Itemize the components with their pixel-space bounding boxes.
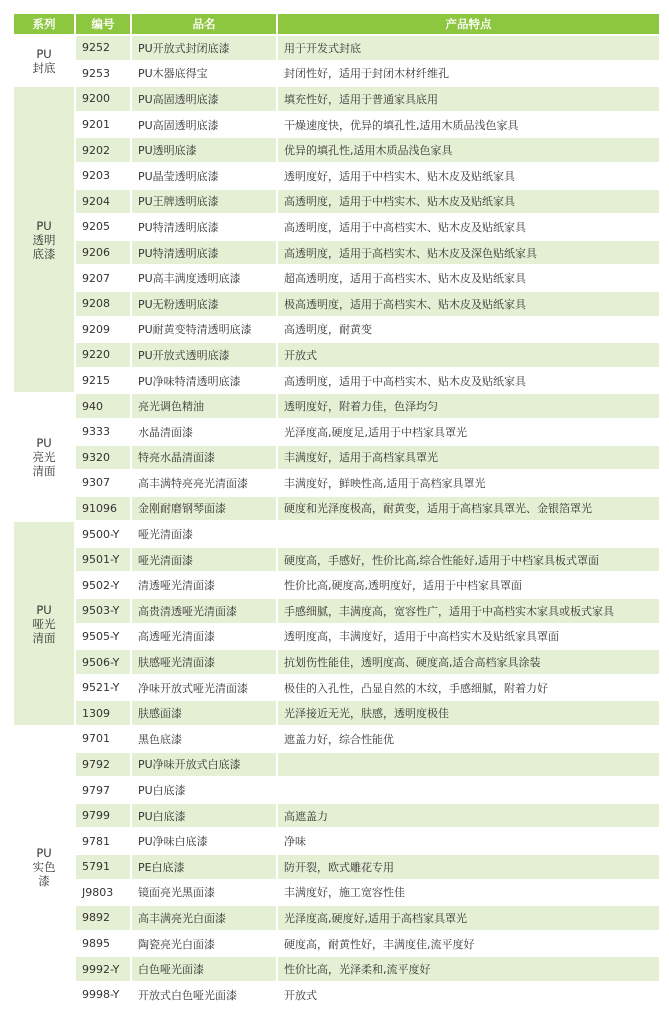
product-code: 9208 [76,292,130,316]
series-label-line: 封底 [32,60,56,75]
product-name: 哑光清面漆 [132,522,276,546]
product-name: PU高丰满度透明底漆 [132,266,276,290]
product-name: 金刚耐磨钢琴面漆 [132,497,276,521]
product-code: 9207 [76,266,130,290]
table-row [14,983,659,1007]
table-row [14,190,659,214]
product-features: 超高透明度，适用于高档实木、贴木皮及贴纸家具 [278,266,659,290]
table-row [14,829,659,853]
product-code: 9892 [76,906,130,930]
product-name: 亮光调色精油 [132,394,276,418]
product-name: 肤感哑光清面漆 [132,650,276,674]
series-label-line: PU [36,46,52,61]
product-features: 填充性好，适用于普通家具底用 [278,87,659,111]
table-row [14,855,659,879]
product-code: 9209 [76,318,130,342]
table-row [14,87,659,111]
table-row [14,215,659,239]
product-features: 净味 [278,829,659,853]
product-code: 9792 [76,753,130,777]
series-label-line: PU [36,602,52,617]
product-features: 丰满度好，鲜映性高,适用于高档家具罩光 [278,471,659,495]
product-name: 白色哑光面漆 [132,957,276,981]
product-code: 9203 [76,164,130,188]
table-body [14,36,659,1007]
product-features [278,778,659,802]
series-label-line: 清面 [32,630,56,645]
product-features: 光泽度高,硬度足,适用于中档家具罩光 [278,420,659,444]
product-features: 硬度高，耐黄性好，丰满度佳,流平度好 [278,932,659,956]
product-name: PU高固透明底漆 [132,87,276,111]
table-row [14,369,659,393]
product-name: 高丰满特亮亮光清面漆 [132,471,276,495]
series-cell [14,727,74,1007]
table-row [14,676,659,700]
product-features: 抗划伤性能佳，透明度高、硬度高,适合高档家具涂装 [278,650,659,674]
table-row [14,804,659,828]
series-cell [14,87,74,392]
product-features: 封闭性好，适用于封闭木材纤维孔 [278,62,659,86]
product-name: PU木器底得宝 [132,62,276,86]
table-row [14,881,659,905]
product-code: 91096 [76,497,130,521]
product-code: 9992-Y [76,957,130,981]
table-row [14,241,659,265]
product-code: 9320 [76,446,130,470]
product-name: PU白底漆 [132,778,276,802]
table-row [14,343,659,367]
product-features: 极佳的入孔性，凸显自然的木纹，手感细腻，附着力好 [278,676,659,700]
product-code: 9521-Y [76,676,130,700]
product-code: 9220 [76,343,130,367]
series-label-line: 漆 [38,873,50,888]
product-name: 高透哑光清面漆 [132,625,276,649]
product-name: PU净味开放式白底漆 [132,753,276,777]
table-row [14,164,659,188]
product-name: PU特清透明底漆 [132,215,276,239]
product-features: 透明度好，附着力佳，色泽均匀 [278,394,659,418]
product-name: 黑色底漆 [132,727,276,751]
product-features: 性价比高，光泽柔和,流平度好 [278,957,659,981]
header-series: 系列 [14,14,74,34]
product-features: 高透明度，适用于中高档实木、贴木皮及贴纸家具 [278,369,659,393]
table-row [14,138,659,162]
header-name: 品名 [132,14,276,34]
series-cell [14,36,74,85]
product-code: 9797 [76,778,130,802]
product-features: 硬度和光泽度极高，耐黄变，适用于高档家具罩光、金银箔罩光 [278,497,659,521]
table-row [14,471,659,495]
table-row [14,573,659,597]
product-name: PU王牌透明底漆 [132,190,276,214]
table-row [14,62,659,86]
product-name: 陶瓷亮光白面漆 [132,932,276,956]
product-code: 9307 [76,471,130,495]
product-name: 特亮水晶清面漆 [132,446,276,470]
product-features: 高透明度，适用于中档实木、贴木皮及贴纸家具 [278,190,659,214]
product-name: 哑光清面漆 [132,548,276,572]
header-features: 产品特点 [278,14,659,34]
product-features: 高透明度，适用于中高档实木、贴木皮及贴纸家具 [278,215,659,239]
series-label-line: 实色 [32,859,56,874]
product-code: J9803 [76,881,130,905]
product-code: 9205 [76,215,130,239]
table-row [14,318,659,342]
product-features: 干燥速度快，优异的填孔性,适用木质品浅色家具 [278,113,659,137]
product-code: 9501-Y [76,548,130,572]
product-code: 9252 [76,36,130,60]
table-row [14,548,659,572]
table-row [14,420,659,444]
product-name: PU净味白底漆 [132,829,276,853]
product-code: 1309 [76,701,130,725]
product-code: 9998-Y [76,983,130,1007]
product-name: 肤感面漆 [132,701,276,725]
product-features: 开放式 [278,983,659,1007]
product-code: 9799 [76,804,130,828]
product-code: 9701 [76,727,130,751]
product-features: 透明度高，丰满度好，适用于中高档实木及贴纸家具罩面 [278,625,659,649]
table-row [14,113,659,137]
product-code: 9895 [76,932,130,956]
product-code: 9503-Y [76,599,130,623]
series-label-line: PU [36,218,52,233]
product-name: 清透哑光清面漆 [132,573,276,597]
product-features [278,522,659,546]
table-row [14,932,659,956]
product-features: 光泽度高,硬度好,适用于高档家具罩光 [278,906,659,930]
product-features: 透明度好，适用于中档实木、贴木皮及贴纸家具 [278,164,659,188]
table-row [14,599,659,623]
product-name: 高贵清透哑光清面漆 [132,599,276,623]
product-code: 9201 [76,113,130,137]
series-label-line: PU [36,845,52,860]
product-code: 9333 [76,420,130,444]
series-label-line: 底漆 [32,246,56,261]
product-code: 9781 [76,829,130,853]
product-code: 9202 [76,138,130,162]
product-features: 性价比高,硬度高,透明度好，适用于中档家具罩面 [278,573,659,597]
product-name: PU晶莹透明底漆 [132,164,276,188]
product-features: 防开裂，欧式雕花专用 [278,855,659,879]
series-label-line: 清面 [32,464,56,479]
product-name: PU白底漆 [132,804,276,828]
product-features: 高透明度，适用于高档实木、贴木皮及深色贴纸家具 [278,241,659,265]
product-name: 净味开放式哑光清面漆 [132,676,276,700]
product-name: 镜面亮光黑面漆 [132,881,276,905]
product-code: 5791 [76,855,130,879]
series-cell [14,394,74,520]
table-row [14,753,659,777]
product-name: PU净味特清透明底漆 [132,369,276,393]
product-code: 9215 [76,369,130,393]
series-label-line: 透明 [32,232,56,247]
product-code: 9506-Y [76,650,130,674]
table-row [14,292,659,316]
product-features: 极高透明度，适用于高档实木、贴木皮及贴纸家具 [278,292,659,316]
product-features: 用于开发式封底 [278,36,659,60]
product-code: 9253 [76,62,130,86]
product-name: PU耐黄变特清透明底漆 [132,318,276,342]
table-row [14,650,659,674]
product-code: 9200 [76,87,130,111]
header-row [14,14,659,34]
product-table [12,12,661,1009]
product-name: PU开放式封闭底漆 [132,36,276,60]
product-name: PU透明底漆 [132,138,276,162]
product-name: PU无粉透明底漆 [132,292,276,316]
series-label-line: PU [36,436,52,451]
product-code: 9502-Y [76,573,130,597]
product-code: 9500-Y [76,522,130,546]
series-label-line: 哑光 [32,616,56,631]
product-code: 9206 [76,241,130,265]
table-row [14,522,659,546]
product-name: PU特清透明底漆 [132,241,276,265]
product-name: PU高固透明底漆 [132,113,276,137]
product-code: 940 [76,394,130,418]
table-row [14,778,659,802]
product-features: 丰满度好，施工宽容性佳 [278,881,659,905]
table-row [14,266,659,290]
product-features [278,753,659,777]
table-row [14,446,659,470]
product-features: 手感细腻，丰满度高，宽容性广，适用于中高档实木家具或板式家具 [278,599,659,623]
product-name: PE白底漆 [132,855,276,879]
table-row [14,727,659,751]
product-code: 9505-Y [76,625,130,649]
product-features: 优异的填孔性,适用木质品浅色家具 [278,138,659,162]
product-name: 高丰满亮光白面漆 [132,906,276,930]
product-features: 高透明度，耐黄变 [278,318,659,342]
product-features: 遮盖力好，综合性能优 [278,727,659,751]
product-features: 开放式 [278,343,659,367]
table-row [14,625,659,649]
series-cell [14,522,74,725]
header-code: 编号 [76,14,130,34]
table-row [14,394,659,418]
product-features: 光泽接近无光，肤感，透明度极佳 [278,701,659,725]
product-name: 水晶清面漆 [132,420,276,444]
series-label-line: 亮光 [32,450,56,465]
table-row [14,497,659,521]
product-features: 高遮盖力 [278,804,659,828]
table-row [14,36,659,60]
table-row [14,906,659,930]
product-name: PU开放式透明底漆 [132,343,276,367]
product-features: 丰满度好，适用于高档家具罩光 [278,446,659,470]
product-code: 9204 [76,190,130,214]
table-row [14,957,659,981]
product-features: 硬度高，手感好，性价比高,综合性能好,适用于中档家具板式罩面 [278,548,659,572]
table-row [14,701,659,725]
product-name: 开放式白色哑光面漆 [132,983,276,1007]
